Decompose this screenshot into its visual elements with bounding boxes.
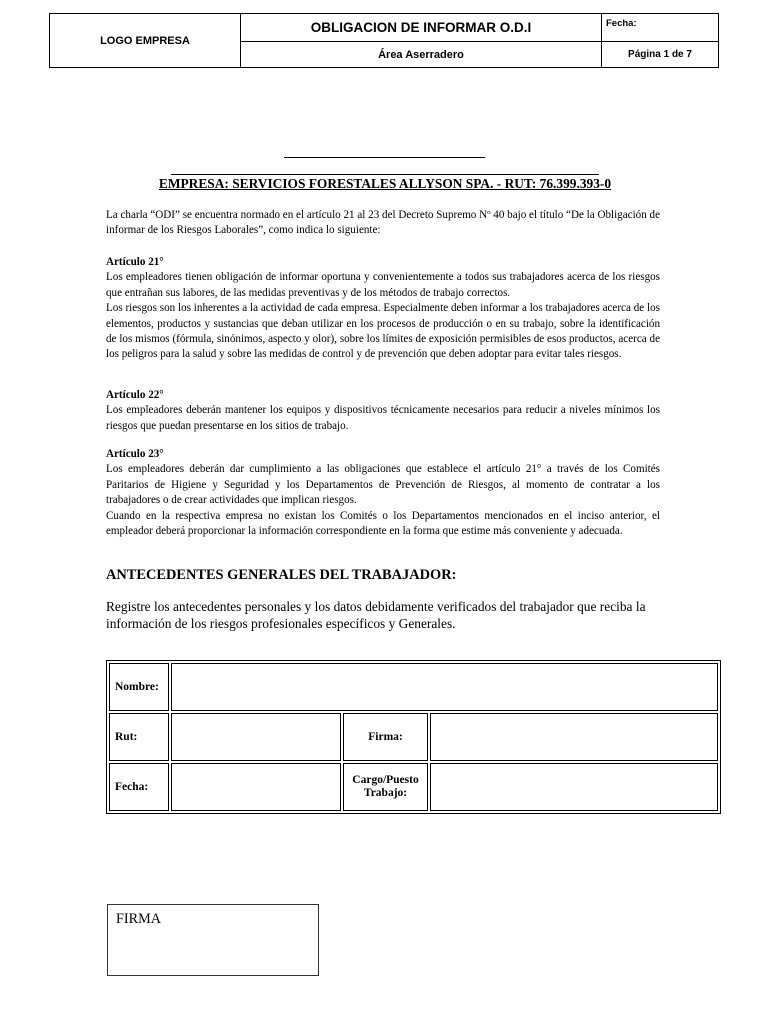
cargo-label-line1: Cargo/Puesto (352, 774, 419, 786)
signature-label: FIRMA (116, 911, 161, 927)
cargo-field[interactable] (430, 763, 718, 811)
worker-info-table (106, 660, 721, 814)
article-22 (106, 388, 660, 434)
signature-box[interactable] (107, 904, 319, 976)
worker-section-title: ANTECEDENTES GENERALES DEL TRABAJADOR: (106, 567, 457, 583)
article-23 (106, 447, 660, 539)
page-number: Página 1 de 7 (602, 42, 719, 68)
fecha-label: Fecha: (109, 763, 169, 811)
company-logo-placeholder: LOGO EMPRESA (50, 14, 241, 68)
instruction-paragraph (106, 598, 666, 632)
firma-field[interactable] (430, 713, 718, 761)
article-title: Artículo 21° (106, 256, 164, 268)
document-header (49, 13, 719, 68)
firma-label: Firma: (343, 713, 428, 761)
intro-paragraph (106, 208, 660, 239)
area-label: Área Aserradero (241, 42, 602, 68)
article-paragraph: Cuando en la respectiva empresa no existan los Comités o los Departamentos mencionados en el inciso anterior, el empleador deberá proporcionar la información correspondiente en la forma que estime más conveniente y adecuada. (106, 509, 660, 538)
article-paragraph: Los riesgos son los inherentes a la actividad de cada empresa. Especialmente deben informar a los trabajadores acerca de los elementos, productos y sustancias que deban utilizar en los procesos de producción o en su trabajo, sobre la identificación de los mismos (fórmula, sinónimos, aspecto y olor), sobre los límites de exposición permisibles de esos productos, acerca de los peligros para la salud y sobre las medidas de control y de prevención que deben adoptar para evitar tales riesgos. (106, 302, 660, 361)
cargo-label (343, 763, 428, 811)
article-paragraph: Los empleadores deberán dar cumplimiento a las obligaciones que establece el artículo 21° a través de los Comités Paritarios de Higiene y Seguridad y los Departamentos de Prevención de Riesgos, al momento de contratar a los trabajadores o de crear actividades que implican riesgos. (106, 463, 660, 507)
header-date-label: Fecha: (602, 14, 719, 42)
nombre-label: Nombre: (109, 663, 169, 711)
article-title: Artículo 23° (106, 448, 164, 460)
document-title: OBLIGACION DE INFORMAR O.D.I (241, 14, 602, 42)
nombre-field[interactable] (171, 663, 718, 711)
cargo-label-line2: Trabajo: (363, 787, 408, 799)
article-21 (106, 255, 660, 363)
rut-label: Rut: (109, 713, 169, 761)
heading-rule-line (171, 174, 599, 175)
top-rule-line (284, 157, 485, 158)
rut-field[interactable] (171, 713, 341, 761)
intro-text: La charla “ODI” se encuentra normado en el artículo 21 al 23 del Decreto Supremo Nº 40 bajo el título “De la Obligación de informar de los Riesgos Laborales”, como indica lo siguiente: (106, 209, 660, 237)
article-paragraph: Los empleadores tienen obligación de informar oportuna y convenientemente a todos sus trabajadores acerca de los riesgos que entrañan sus labores, de las medidas preventivas y de los métodos de trabajo correctos. (106, 271, 660, 299)
fecha-field[interactable] (171, 763, 341, 811)
instruction-text: Registre los antecedentes personales y los datos debidamente verificados del trabajador que reciba la información de los riesgos profesionales específicos y Generales. (106, 599, 646, 631)
company-heading: EMPRESA: SERVICIOS FORESTALES ALLYSON SPA. - RUT: 76.399.393-0 (158, 176, 612, 191)
article-paragraph: Los empleadores deberán mantener los equipos y dispositivos técnicamente necesarios para reducir a niveles mínimos los riesgos que puedan presentarse en los sitios de trabajo. (106, 404, 660, 432)
article-title: Artículo 22° (106, 389, 164, 401)
